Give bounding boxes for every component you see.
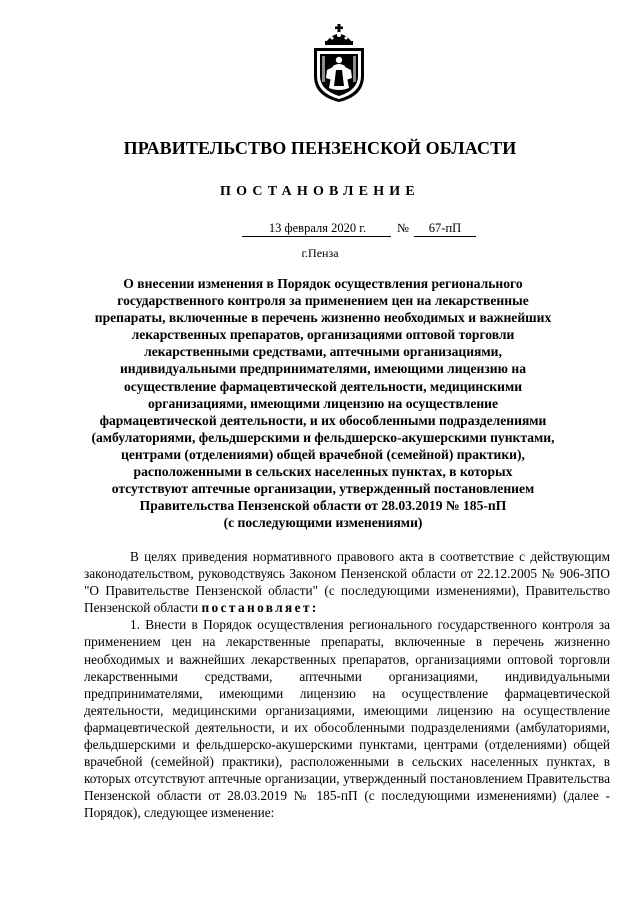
title-line: расположенными в сельских населенных пунктах, в которых	[133, 464, 513, 480]
document-type: ПОСТАНОВЛЕНИЕ	[220, 184, 420, 199]
decree-date: 13 февраля 2020 г.	[242, 220, 391, 237]
title-line: (амбулаториями, фельдшерскими и фельдшерско-акушерскими пунктами,	[91, 429, 555, 445]
title-line: О внесении изменения в Порядок осуществления регионального	[123, 276, 523, 291]
title-line: препараты, включенные в перечень жизненно необходимых и важнейших	[94, 310, 552, 326]
decree-number: 67-пП	[414, 220, 476, 237]
date-number-line	[0, 220, 640, 240]
preamble-text: В целях приведения нормативного правового акта в соответствие с действующим законодательством, руководствуясь Законом Пензенской области от 22.12.2005 № 906-ЗПО "О Правительстве Пензенской области" (с последующими изменениями), Правительство Пензенской области	[84, 549, 610, 616]
title-line: государственного контроля за применением цен на лекарственные	[117, 293, 529, 309]
title-line: организациями, имеющими лицензию на осуществление	[147, 395, 499, 411]
preamble-paragraph	[84, 548, 610, 616]
title-line: центрами (отделениями) общей врачебной (семейной) практики),	[121, 446, 525, 462]
title-line: лекарственных препаратов, организациями оптовой торговли	[131, 327, 515, 343]
coat-of-arms-icon	[308, 22, 370, 104]
document-title	[80, 275, 566, 531]
title-line: осуществление фармацевтической деятельности, медицинскими	[123, 378, 523, 394]
title-line: отсутствуют аптечные организации, утвержденный постановлением	[111, 481, 535, 497]
title-line: индивидуальными предпринимателями, имеющими лицензию на	[119, 361, 527, 377]
title-line: лекарственными средствами, аптечными организациями,	[144, 344, 502, 360]
title-line: (с последующими изменениями)	[223, 515, 423, 531]
title-line: Правительства Пензенской области от 28.03.2019 № 185-пП	[139, 498, 507, 514]
city: г.Пенза	[301, 246, 339, 260]
decree-word: постановляет:	[201, 600, 319, 616]
item-1-paragraph: 1. Внести в Порядок осуществления регионального государственного контроля за применением цен на лекарственные препараты, включенные в перечень жизненно необходимых и важнейших лекарственных препаратов, организациями оптовой торговли лекарственными средствами, аптечными организациями, индивидуальными предпринимателями, имеющими лицензию на осуществление фармацевтической деятельности, медицинскими организациями, имеющими лицензию на осуществление фармацевтической деятельности, и их обособленными подразделениями (амбулаториями, фельдшерскими и фельдшерско-акушерскими пунктами, центрами (отделениями) общей врачебной (семейной) практики), расположенными в сельских населенных пунктах, в которых отсутствуют аптечные организации, утвержденный постановлением Правительства Пензенской области от 28.03.2019 № 185-пП (с последующими изменениями) (далее - Порядок), следующее изменение:	[84, 617, 610, 821]
document-body	[84, 548, 610, 822]
government-name: ПРАВИТЕЛЬСТВО ПЕНЗЕНСКОЙ ОБЛАСТИ	[123, 138, 517, 158]
number-sign: №	[397, 221, 409, 235]
title-line: фармацевтической деятельности, и их обособленными подразделениями	[99, 412, 547, 428]
